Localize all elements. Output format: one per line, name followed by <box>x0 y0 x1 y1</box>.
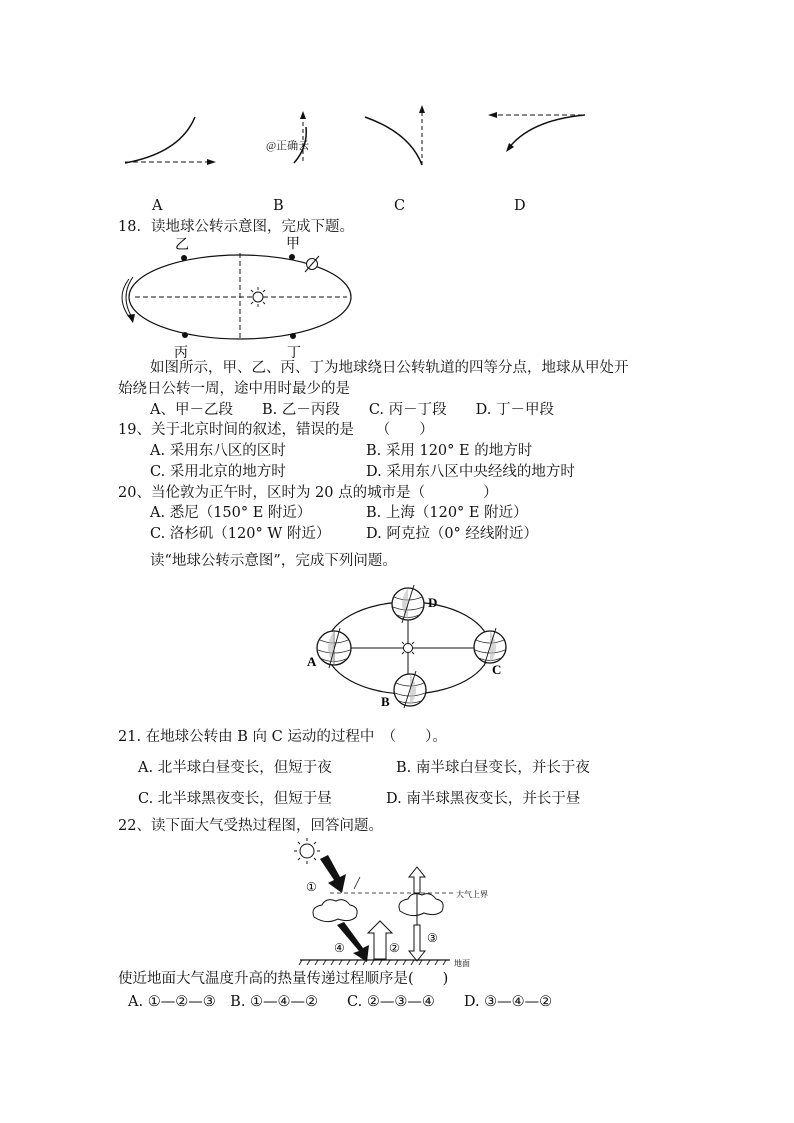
watermark: @正确云 <box>266 140 310 152</box>
q20-option-a: A. 悉尼（150° E 附近） <box>150 505 312 521</box>
q17-figure-c <box>365 105 425 165</box>
q19-option-d: D. 采用东八区中央经线的地方时 <box>366 464 575 480</box>
q21-option-a: A. 北半球白昼变长，但短于夜 <box>138 760 332 776</box>
fig-num-1: ① <box>306 880 317 894</box>
q17-figure-d <box>488 112 585 152</box>
q18-body-line1: 如图所示，甲、乙、丙、丁为地球绕日公转轨道的四等分点，地球从甲处开 <box>150 360 629 376</box>
point-ding: 丁 <box>287 346 301 360</box>
q19-stem: 19、关于北京时间的叙述，错误的是 （ ） <box>118 422 434 438</box>
q20-stem: 20、当伦敦为正午时，区时为 20 点的城市是（ ） <box>118 485 498 501</box>
q21-option-b: B. 南半球白昼变长，并长于夜 <box>396 760 590 776</box>
earth-c-icon <box>474 628 506 666</box>
q17-label-d: D <box>514 198 526 214</box>
q20-option-b: B. 上海（120° E 附近） <box>366 505 528 521</box>
q22-stem: 22、读下面大气受热过程图，回答问题。 <box>118 818 383 834</box>
solar-radiation-arrow <box>320 855 346 893</box>
atmosphere-heating-figure <box>290 835 500 967</box>
point-bing: 丙 <box>174 346 188 360</box>
q17-label-a: A <box>152 198 163 214</box>
earth-d-icon <box>392 585 424 623</box>
orbit-four-positions-figure <box>302 580 520 708</box>
q19-option-a: A. 采用东八区的区时 <box>150 443 286 459</box>
point-jia: 甲 <box>286 237 300 252</box>
q18-stem: 18．读地球公转示意图，完成下题。 <box>118 219 354 235</box>
cloud-right-icon <box>399 894 443 916</box>
sun-icon <box>399 639 417 657</box>
q22-options: A. ①—②—③ B. ①—④—② C. ②—③—④ D. ③—④—② <box>128 994 553 1010</box>
q17-figures <box>110 105 610 200</box>
orbit-label-a: A <box>307 654 317 669</box>
sun-icon <box>294 838 320 864</box>
q21-stem: 21. 在地球公转由 B 向 C 运动的过程中 （ ）。 <box>118 729 447 745</box>
q17-label-c: C <box>394 198 406 214</box>
q17-figure-b <box>266 111 309 163</box>
q18-options: A、甲－乙段 B. 乙－丙段 C. 丙－丁段 D. 丁－甲段 <box>150 402 554 418</box>
q21-option-d: D. 南半球黑夜变长，并长于昼 <box>386 791 581 807</box>
q20-option-d: D. 阿克拉（0° 经线附近） <box>366 526 538 542</box>
q18-body-line2: 始绕日公转一周，途中用时最少的是 <box>118 381 350 397</box>
earth-a-icon <box>317 628 351 668</box>
intro-text: 读“地球公转示意图”，完成下列问题。 <box>150 553 397 569</box>
q17-label-b: B <box>273 198 284 214</box>
q17-figure-a <box>125 117 216 165</box>
orbit-label-d: D <box>428 595 438 610</box>
sun-icon <box>248 287 268 307</box>
fig-ground-label: 地面 <box>454 959 470 967</box>
fig-upper-atmosphere-label: 大气上界 <box>456 890 488 899</box>
point-yi: 乙 <box>175 238 189 253</box>
q19-option-b: B. 采用 120° E 的地方时 <box>366 443 533 459</box>
fig-num-2: ② <box>389 941 400 955</box>
q20-option-c: C. 洛杉矶（120° W 附近） <box>150 526 331 542</box>
revolution-arrow-icon <box>122 277 135 323</box>
fig-num-3: ③ <box>427 931 438 945</box>
earth-b-icon <box>394 671 426 708</box>
q22-question: 使近地面大气温度升高的热量传递过程顺序是( ) <box>118 971 449 987</box>
fig-num-4: ④ <box>334 941 345 955</box>
q19-option-c: C. 采用北京的地方时 <box>150 464 286 480</box>
cloud-left-icon <box>313 900 357 922</box>
orbit-label-b: B <box>381 694 390 708</box>
q21-option-c: C. 北半球黑夜变长，但短于昼 <box>138 791 332 807</box>
q18-orbit-figure <box>115 235 365 360</box>
earth-icon <box>305 256 319 272</box>
orbit-label-c: C <box>492 662 502 677</box>
